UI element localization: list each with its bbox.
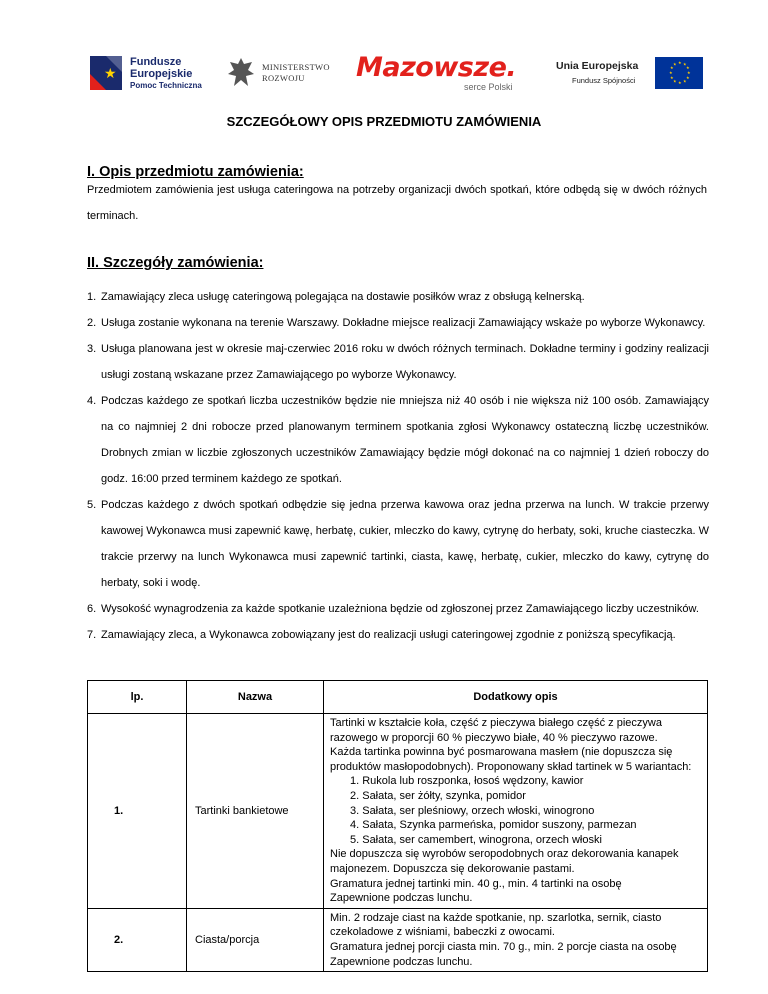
svg-text:★: ★ bbox=[670, 65, 674, 70]
unia-europejska-logo bbox=[556, 52, 706, 96]
desc-line: Tartinki w kształcie koła, część z pieczywa białego część z pieczywa razowego w proporcji 60 % pieczywo białe, 40 % pieczywo razowe. bbox=[330, 717, 662, 744]
item-text: Zamawiający zleca usługę cateringową polegająca na dostawie posiłków wraz z obsługą kelnerską. bbox=[101, 291, 585, 303]
section1-text: Przedmiotem zamówienia jest usługa cateringowa na potrzeby organizacji dwóch spotkań, które odbędą się w dwóch różnych terminach. bbox=[87, 184, 707, 222]
section2-heading: II. Szczegóły zamówienia: bbox=[87, 255, 264, 271]
variant-item: 4. Sałata, Szynka parmeńska, pomidor suszony, parmezan bbox=[350, 819, 637, 832]
table-row bbox=[88, 908, 708, 971]
item-text: Usługa zostanie wykonana na terenie Warszawy. Dokładne miejsce realizacji Zamawiający wskaże po wyborze Wykonawcy. bbox=[101, 317, 706, 329]
header-opis: Dodatkowy opis bbox=[324, 681, 708, 714]
fe-text bbox=[130, 56, 202, 92]
list-item bbox=[87, 284, 709, 310]
svg-text:★: ★ bbox=[683, 78, 687, 84]
mr-line1: MINISTERSTWO bbox=[262, 62, 330, 72]
header-lp: lp. bbox=[88, 681, 187, 714]
fe-line3: Pomoc Techniczna bbox=[130, 81, 202, 90]
variant-item: 2. Sałata, ser żółty, szynka, pomidor bbox=[350, 789, 526, 802]
table-row bbox=[88, 714, 708, 909]
row-name: Ciasta/porcja bbox=[187, 908, 324, 971]
fe-line1: Fundusze bbox=[130, 56, 182, 68]
desc-line: Min. 2 rodzaje ciast na każde spotkanie, np. szarlotka, sernik, ciasto czekoladowe z wiśniami, babeczki z owocami. bbox=[330, 911, 662, 939]
specification-table bbox=[87, 680, 708, 972]
variant-item: 3. Sałata, ser pleśniowy, orzech włoski, winogrono bbox=[350, 804, 595, 817]
desc-line: Gramatura jednej tartinki min. 40 g., min. 4 tartinki na osobę bbox=[330, 877, 622, 890]
desc-line: Gramatura jednej porcji ciasta min. 70 g., min. 2 porcje ciasta na osobę bbox=[330, 940, 677, 953]
item-number: 6. bbox=[87, 603, 97, 615]
list-item bbox=[87, 622, 709, 648]
variant-item: 1. Rukola lub roszponka, łosoś wędzony, kawior bbox=[350, 775, 584, 788]
row-description bbox=[324, 714, 708, 909]
ue-line2: Fundusz Spójności bbox=[572, 76, 636, 85]
list-item bbox=[87, 492, 709, 596]
desc-line: Zapewnione podczas lunchu. bbox=[330, 892, 473, 905]
mz-word: Mazowsze. bbox=[356, 52, 517, 83]
desc-line: Każda tartinka powinna być posmarowana masłem (nie dopuszcza się produktów masłopodobnych). Proponowany skład tartinek w 5 wariantach: bbox=[330, 746, 692, 773]
svg-text:★: ★ bbox=[673, 78, 677, 84]
svg-text:★: ★ bbox=[673, 61, 677, 67]
mazowsze-logo bbox=[356, 52, 526, 96]
variant-item: 5. Sałata, ser camembert, winogrona, orzech włoski bbox=[350, 833, 602, 846]
item-text: Podczas każdego z dwóch spotkań odbędzie się jedna przerwa kawowa oraz jedna przerwa na lunch. W trakcie przerwy kawowej Wykonawca musi zapewnić kawę, herbatę, cukier, mleczko do kawy, cytrynę do herbaty, soki, kruche ciasteczka. W trakcie przerwy na lunch Wykonawca musi zapewnić tartinki, ciasta, kawę, herbatę, cukier, mleczko do kawy, cytrynę do herbaty, soki i wodę. bbox=[101, 499, 709, 589]
desc-line: Nie dopuszcza się wyrobów seropodobnych oraz dekorowania kanapek majonezem. Dopuszcza się dekorowanie pastami. bbox=[330, 848, 679, 875]
section1-heading: I. Opis przedmiotu zamówienia: bbox=[87, 164, 304, 180]
header-nazwa: Nazwa bbox=[187, 681, 324, 714]
eu-flag-icon bbox=[655, 57, 703, 89]
item-number: 2. bbox=[87, 317, 97, 329]
details-list bbox=[87, 284, 709, 648]
list-item bbox=[87, 310, 709, 336]
row-name: Tartinki bankietowe bbox=[187, 714, 324, 909]
logo-bar bbox=[86, 52, 706, 96]
svg-text:★: ★ bbox=[683, 61, 687, 67]
ue-line1: Unia Europejska bbox=[556, 60, 639, 72]
svg-text:★: ★ bbox=[670, 75, 674, 80]
svg-text:★: ★ bbox=[669, 70, 673, 75]
list-item bbox=[87, 596, 709, 622]
item-number: 4. bbox=[87, 395, 97, 407]
item-number: 7. bbox=[87, 629, 97, 641]
svg-text:★: ★ bbox=[678, 80, 682, 85]
item-text: Usługa planowana jest w okresie maj-czerwiec 2016 roku w dwóch różnych terminach. Dokładne terminy i godziny realizacji usługi zostaną wskazane przez Zamawiającego po wyborze Wykonawcy. bbox=[101, 343, 709, 381]
item-text: Podczas każdego ze spotkań liczba uczestników będzie nie mniejsza niż 40 osób i nie większa niż 100 osób. Zamawiający na co najmniej 2 dni robocze przed planowanym terminem spotkania zgłosi Wykonawcy ostateczną liczbę uczestników. Drobnych zmian w liczbie zgłoszonych uczestników Zamawiający będzie mógł dokonać na co najmniej 1 dzień roboczy do godz. 16:00 przed terminem każdego ze spotkań. bbox=[101, 395, 709, 485]
fundusze-europejskie-logo bbox=[86, 52, 226, 96]
list-item bbox=[87, 388, 709, 492]
svg-text:★: ★ bbox=[104, 65, 117, 81]
item-number: 1. bbox=[87, 291, 97, 303]
table-header-row bbox=[88, 681, 708, 714]
document-title: SZCZEGÓŁOWY OPIS PRZEDMIOTU ZAMÓWIENIA bbox=[226, 114, 542, 129]
item-number: 3. bbox=[87, 343, 97, 355]
row-lp: 2. bbox=[88, 908, 187, 971]
variant-list bbox=[330, 774, 701, 847]
svg-text:★: ★ bbox=[678, 60, 682, 65]
ministerstwo-logo bbox=[226, 52, 336, 96]
item-number: 5. bbox=[87, 499, 97, 511]
row-description bbox=[324, 908, 708, 971]
svg-text:★: ★ bbox=[687, 70, 691, 75]
eagle-icon bbox=[226, 56, 256, 90]
list-item bbox=[87, 336, 709, 388]
mr-line2: ROZWOJU bbox=[262, 73, 305, 83]
fe-flag-icon bbox=[86, 54, 126, 92]
fe-line2: Europejskie bbox=[130, 68, 193, 80]
svg-text:★: ★ bbox=[686, 75, 690, 80]
item-text: Zamawiający zleca, a Wykonawca zobowiązany jest do realizacji usługi cateringowej zgodnie z poniższą specyfikacją. bbox=[101, 629, 676, 641]
svg-text:★: ★ bbox=[686, 65, 690, 70]
desc-line: Zapewnione podczas lunchu. bbox=[330, 955, 473, 968]
item-text: Wysokość wynagrodzenia za każde spotkanie uzależniona będzie od zgłoszonej przez Zamawiającego liczby uczestników. bbox=[101, 603, 699, 615]
mr-text bbox=[262, 62, 330, 84]
row-lp: 1. bbox=[88, 714, 187, 909]
mz-sub: serce Polski bbox=[464, 82, 513, 92]
